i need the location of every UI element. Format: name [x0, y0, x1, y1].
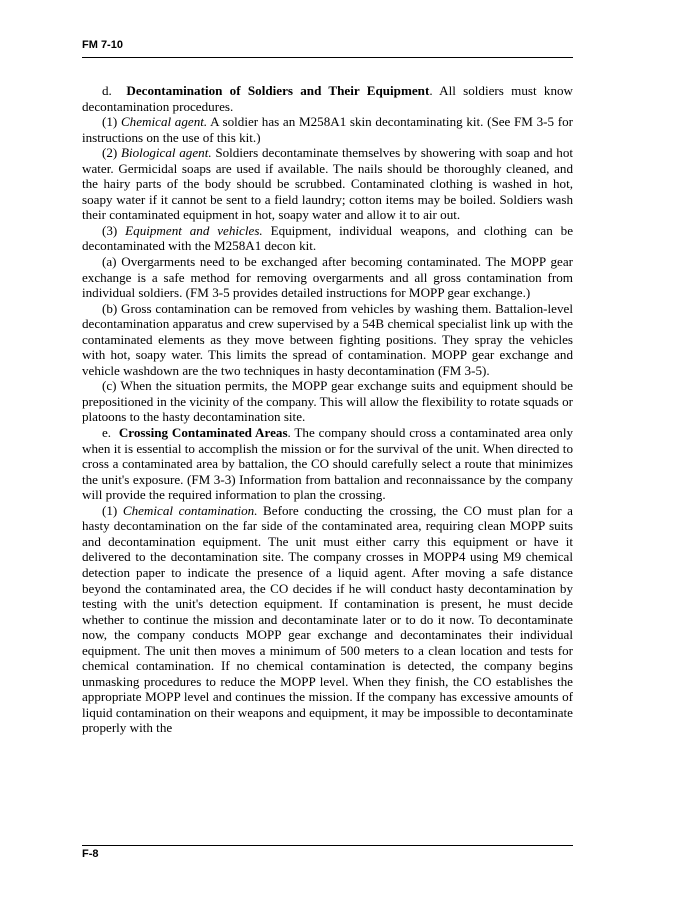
subsection-title: Chemical contamination. — [122, 502, 258, 518]
paragraph-e — [82, 425, 573, 503]
subsection-title: Equipment and vehicles. — [125, 222, 263, 238]
body-text — [82, 83, 573, 736]
paragraph-lead: (2) — [102, 145, 118, 161]
paragraph-lead: d. — [102, 83, 112, 98]
footer-rule — [82, 845, 573, 846]
subsection-title: Chemical agent. — [120, 114, 208, 130]
subsection-title: Biological agent. — [121, 145, 212, 161]
paragraph-e-1 — [82, 503, 573, 736]
paragraph-d-3 — [82, 223, 573, 254]
paragraph-d-1 — [82, 114, 573, 145]
paragraph-lead: (3) — [102, 222, 118, 238]
paragraph-text: Soldiers decontaminate themselves by showering with soap and hot water. Germicidal soaps are used if available. The nails should be thoroughly cleaned, and the hairy parts of the body should be scrubbed. Contaminated clothing is washed in hot, soapy water if it cannot be sent to a field laundry; cotton items may be boiled. Soldiers wash their contaminated equipment in hot, soapy water and allow it to air out. — [82, 145, 574, 223]
running-header: FM 7-10 — [82, 39, 123, 51]
paragraph-lead: e. — [102, 425, 112, 441]
header-rule — [82, 57, 573, 58]
paragraph-text: . All soldiers must know decontamination procedures. — [82, 83, 574, 114]
paragraph-text: . The company should cross a contaminated area only when it is essential to accomplish the mission or for the survival of the unit. When directed to cross a contaminated area by battalion, the CO should carefully select a route that minimizes the unit's exposure. (FM 3-3) Information from battalion and reconnaissance by the company will provide the required information to plan the crossing. — [82, 425, 574, 503]
paragraph-text: A soldier has an M258A1 skin decontaminating kit. (See FM 3-5 for instructions on the use of this kit.) — [82, 114, 573, 145]
paragraph-lead: (1) — [102, 502, 118, 518]
page-number: F-8 — [82, 848, 99, 860]
section-title: Decontamination of Soldiers and Their Equipment — [126, 83, 430, 98]
paragraph-text: Before conducting the crossing, the CO must plan for a hasty decontamination on the far side of the contaminated area, requiring clean MOPP suits and decontamination equipment. The unit must either carry this equipment or have it delivered to the decontamination site. The company crosses in MOPP4 using M9 chemical detection paper to indicate the presence of a liquid agent. After moving a safe distance beyond the contaminated area, the CO decides if he will conduct hasty decontamination by testing with the unit's detection equipment. If contamination is present, he must decide whether to continue the mission and decontaminate later or to do it now. To decontaminate now, the company conducts MOPP gear exchange and decontaminates their individual equipment. The unit then moves a minimum of 500 meters to a clean location and tests for chemical contamination. If no chemical contamination is detected, the company begins unmasking procedures to reduce the MOPP level. When they finish, the CO establishes the appropriate MOPP level and continues the mission. If the company has excessive amounts of liquid contamination on their weapons and equipment, it may be impossible to decontaminate properly with the — [82, 502, 573, 736]
paragraph-d-3c: (c) When the situation permits, the MOPP gear exchange suits and equipment should be prepositioned in the vicinity of the company. This will allow the flexibility to rotate squads or platoons to the hasty decontamination site. — [82, 378, 573, 425]
paragraph-d-2 — [82, 145, 573, 223]
paragraph-d-3a: (a) Overgarments need to be exchanged after becoming contaminated. The MOPP gear exchange is a safe method for removing overgarments and all gross contamination from individual soldiers. (FM 3-5 provides detailed instructions for MOPP gear exchange.) — [82, 254, 573, 301]
paragraph-lead: (1) — [102, 114, 118, 130]
paragraph-d — [82, 83, 573, 114]
paragraph-text: Equipment, individual weapons, and clothing can be decontaminated with the M258A1 decon kit. — [82, 222, 574, 254]
paragraph-d-3b: (b) Gross contamination can be removed from vehicles by washing them. Battalion-level decontamination apparatus and crew supervised by a 54B chemical specialist link up with the contaminated elements as they move between fighting positions. They spray the vehicles with hot, soapy water. This limits the spread of contamination. MOPP gear exchange and vehicle washdown are the two techniques in hasty decontamination (FM 3-5). — [82, 300, 573, 378]
section-title: Crossing Contaminated Areas — [118, 425, 288, 441]
